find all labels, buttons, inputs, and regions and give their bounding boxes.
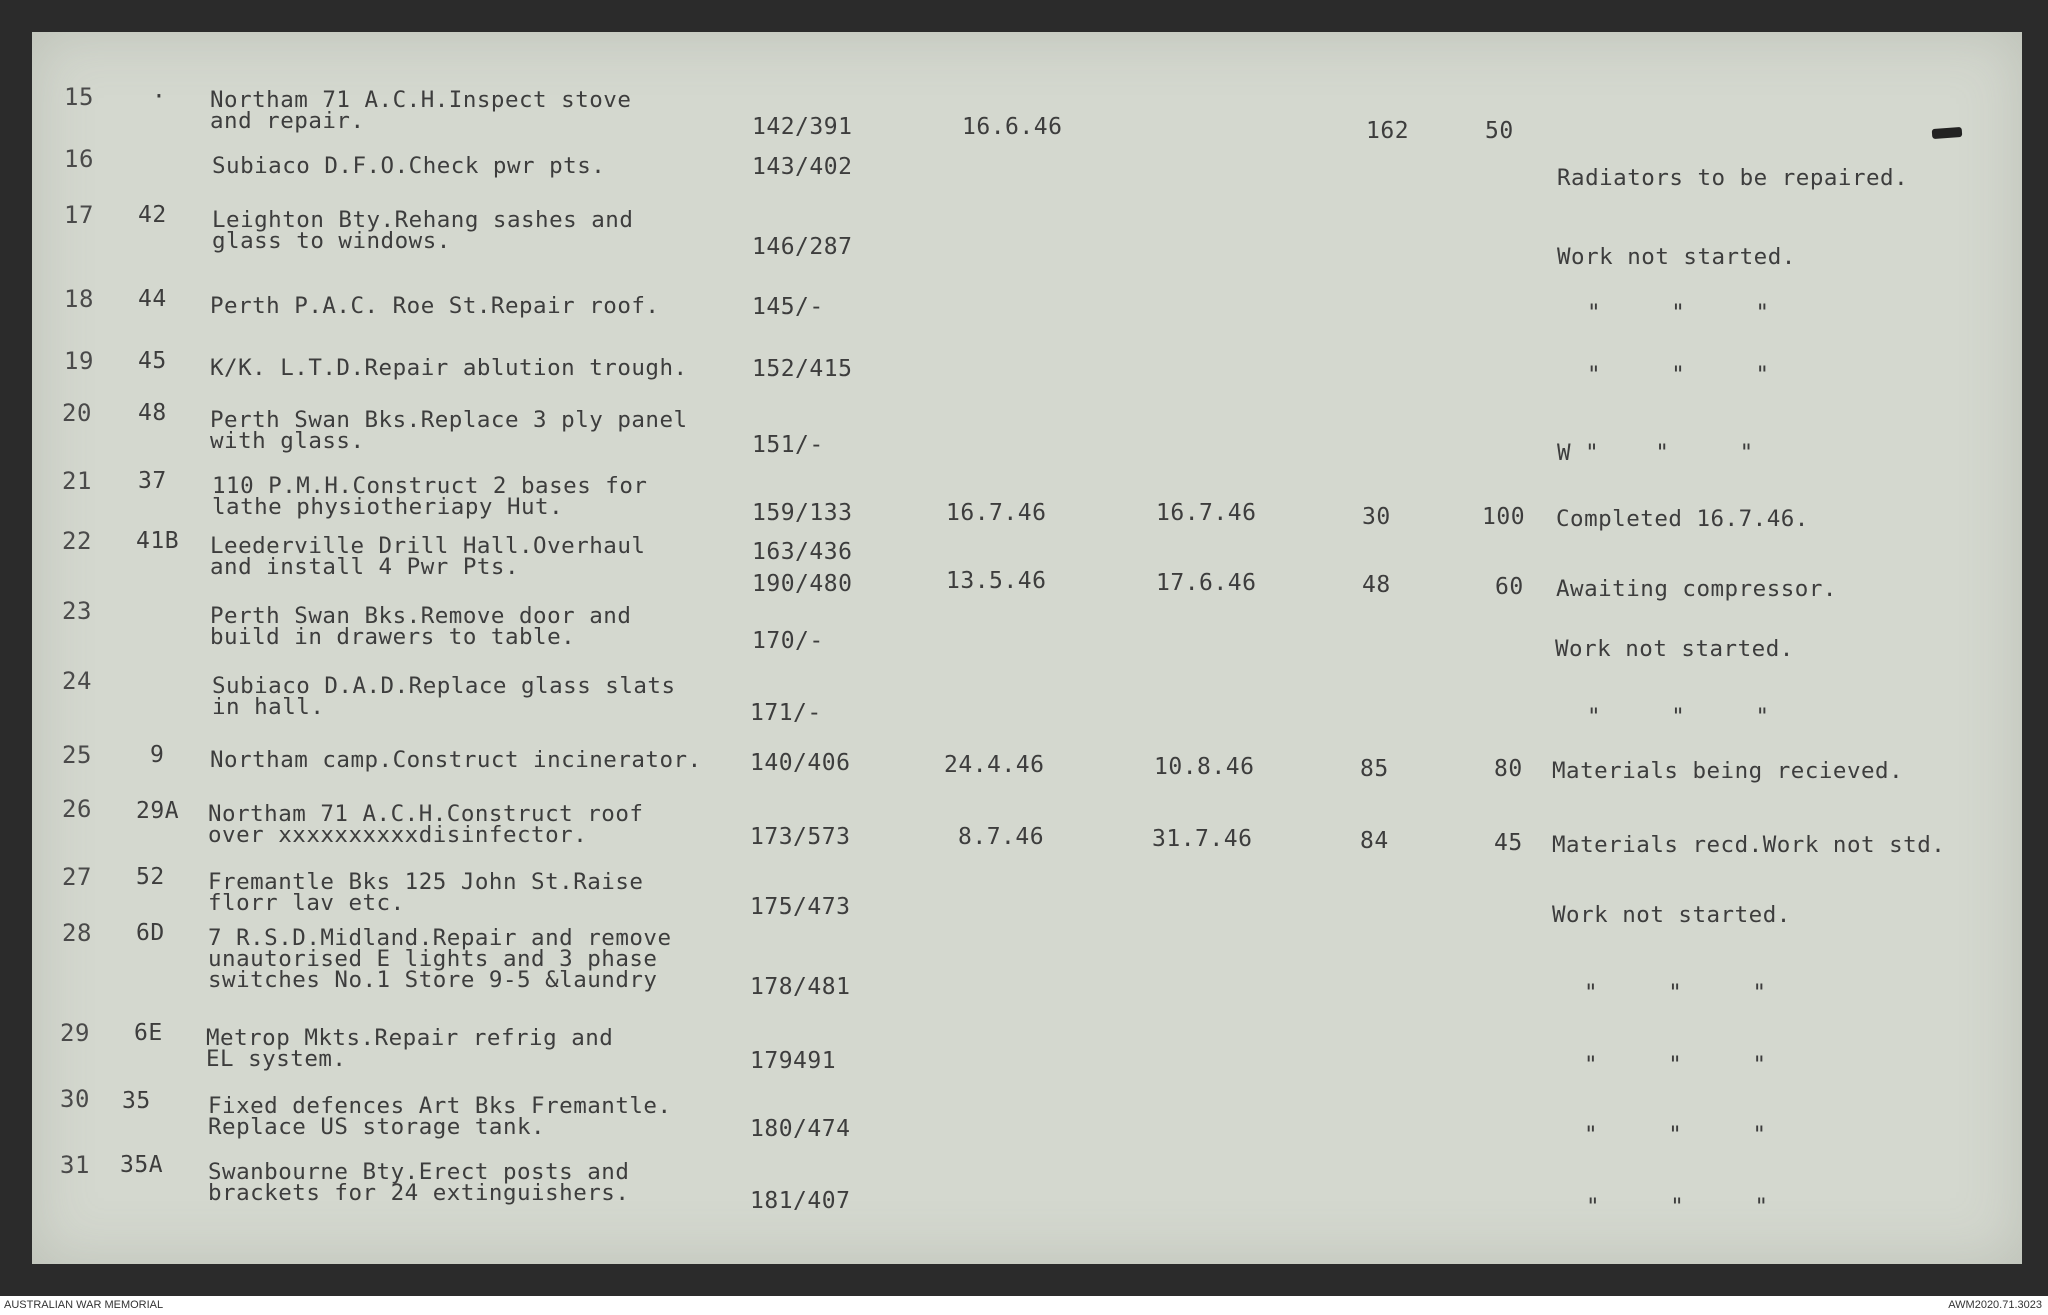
row-number: 21	[62, 467, 92, 495]
row-remarks: " " "	[1586, 1194, 1769, 1220]
row-description: Metrop Mkts.Repair refrig and EL system.	[206, 1025, 614, 1072]
row-ref: 9	[150, 742, 165, 768]
row-remarks: " " "	[1587, 300, 1770, 326]
row-ref: 6E	[134, 1020, 163, 1046]
row-number: 16	[64, 145, 94, 173]
row-description: Fremantle Bks 125 John St.Raise florr lav etc.	[208, 869, 644, 916]
row-remarks: " " "	[1584, 1052, 1767, 1078]
row-ref: 52	[136, 864, 165, 890]
row-number: 19	[64, 347, 94, 375]
row-description: 7 R.S.D.Midland.Repair and remove unautorised E lights and 3 phase switches No.1 Store 9-5 &laundry	[208, 925, 672, 993]
row-number: 20	[62, 399, 92, 427]
row-value-b: 80	[1494, 756, 1523, 782]
row-finish-date: 10.8.46	[1154, 754, 1255, 780]
row-number: 26	[62, 795, 92, 823]
row-file-number: 173/573	[750, 824, 851, 850]
row-remarks: Work not started.	[1555, 636, 1794, 662]
row-ref: 29A	[136, 798, 180, 824]
row-number: 24	[62, 667, 92, 695]
row-value-b: 100	[1482, 504, 1526, 530]
row-description: Swanbourne Bty.Erect posts and brackets for 24 extinguishers.	[208, 1159, 630, 1206]
row-finish-date: 17.6.46	[1156, 570, 1257, 596]
row-value-b: 45	[1494, 830, 1523, 856]
row-file-number: 159/133	[752, 500, 853, 526]
row-ref: 45	[138, 348, 167, 374]
row-description: Subiaco D.F.O.Check pwr pts.	[212, 153, 606, 179]
archive-reference: AWM2020.71.3023	[1948, 1299, 2042, 1311]
row-file-number: 181/407	[750, 1188, 851, 1214]
row-file-number: 140/406	[750, 750, 851, 776]
row-description: Perth Swan Bks.Remove door and build in drawers to table.	[210, 603, 632, 650]
row-remarks: " " "	[1584, 1122, 1767, 1148]
ink-mark	[1932, 127, 1963, 139]
row-number: 15	[64, 83, 94, 111]
row-file-number: 143/402	[752, 154, 853, 180]
row-file-number: 178/481	[750, 974, 851, 1000]
row-value-a: 84	[1360, 828, 1389, 854]
row-value-a: 30	[1362, 504, 1391, 530]
row-file-number: 145/-	[752, 294, 824, 320]
row-number: 25	[62, 741, 92, 769]
row-remarks: W " " "	[1557, 440, 1754, 466]
row-number: 17	[64, 201, 94, 229]
row-value-a: 162	[1366, 118, 1410, 144]
row-number: 27	[62, 863, 92, 891]
row-description: Northam 71 A.C.H.Construct roof over xxxxxxxxxxdisinfector.	[208, 801, 644, 848]
row-ref: 41B	[136, 528, 180, 554]
row-file-number: 175/473	[750, 894, 851, 920]
row-file-number: 180/474	[750, 1116, 851, 1142]
row-remarks: Work not started.	[1552, 902, 1791, 928]
row-remarks: " " "	[1584, 980, 1767, 1006]
row-file-number: 142/391	[752, 114, 853, 140]
row-remarks: Materials recd.Work not std.	[1552, 832, 1946, 858]
row-description: Leighton Bty.Rehang sashes and glass to windows.	[212, 207, 634, 254]
row-description: Subiaco D.A.D.Replace glass slats in hall.	[212, 673, 676, 720]
row-description: Perth P.A.C. Roe St.Repair roof.	[210, 293, 660, 319]
row-value-b: 50	[1485, 118, 1514, 144]
row-value-a: 85	[1360, 756, 1389, 782]
row-description: Fixed defences Art Bks Fremantle. Replace US storage tank.	[208, 1093, 672, 1140]
row-ref: 42	[138, 202, 167, 228]
row-description: K/K. L.T.D.Repair ablution trough.	[210, 355, 688, 381]
row-number: 22	[62, 527, 92, 555]
row-number: 30	[60, 1085, 90, 1113]
row-ref: ·	[152, 84, 167, 110]
row-start-date: 16.6.46	[962, 114, 1063, 140]
row-number: 29	[60, 1019, 90, 1047]
row-finish-date: 31.7.46	[1152, 826, 1253, 852]
row-remarks: " " "	[1587, 704, 1770, 730]
row-description: 110 P.M.H.Construct 2 bases for lathe physiotheriapy Hut.	[212, 473, 648, 520]
row-number: 31	[60, 1151, 90, 1179]
row-file-number: 171/-	[750, 700, 822, 726]
row-remarks: Radiators to be repaired.	[1557, 165, 1909, 191]
row-number: 18	[64, 285, 94, 313]
row-remarks: Materials being recieved.	[1552, 758, 1904, 784]
row-number: 23	[62, 597, 92, 625]
row-value-b: 60	[1495, 574, 1524, 600]
archive-footer	[0, 1296, 2048, 1315]
row-remarks: Completed 16.7.46.	[1556, 506, 1809, 532]
row-ref: 35A	[120, 1152, 164, 1178]
row-file-number: 163/436 190/480	[752, 539, 853, 597]
row-ref: 37	[138, 468, 167, 494]
row-number: 28	[62, 919, 92, 947]
row-remarks: Awaiting compressor.	[1556, 576, 1837, 602]
row-start-date: 16.7.46	[946, 500, 1047, 526]
row-description: Perth Swan Bks.Replace 3 ply panel with glass.	[210, 407, 688, 454]
row-ref: 48	[138, 400, 167, 426]
row-description: Northam camp.Construct incinerator.	[210, 747, 702, 773]
row-ref: 35	[122, 1088, 151, 1114]
row-ref: 6D	[136, 920, 165, 946]
row-file-number: 179491	[750, 1048, 837, 1074]
row-start-date: 24.4.46	[944, 752, 1045, 778]
row-remarks: Work not started.	[1557, 244, 1796, 270]
row-start-date: 8.7.46	[958, 824, 1045, 850]
row-start-date: 13.5.46	[946, 568, 1047, 594]
row-file-number: 152/415	[752, 356, 853, 382]
row-description: Leederville Drill Hall.Overhaul and install 4 Pwr Pts.	[210, 533, 646, 580]
row-ref: 44	[138, 286, 167, 312]
row-description: Northam 71 A.C.H.Inspect stove and repair.	[210, 87, 632, 134]
row-file-number: 146/287	[752, 234, 853, 260]
row-file-number: 151/-	[752, 432, 824, 458]
row-remarks: " " "	[1587, 362, 1770, 388]
row-file-number: 170/-	[752, 628, 824, 654]
row-finish-date: 16.7.46	[1156, 500, 1257, 526]
archive-name: AUSTRALIAN WAR MEMORIAL	[4, 1299, 164, 1311]
row-value-a: 48	[1362, 572, 1391, 598]
